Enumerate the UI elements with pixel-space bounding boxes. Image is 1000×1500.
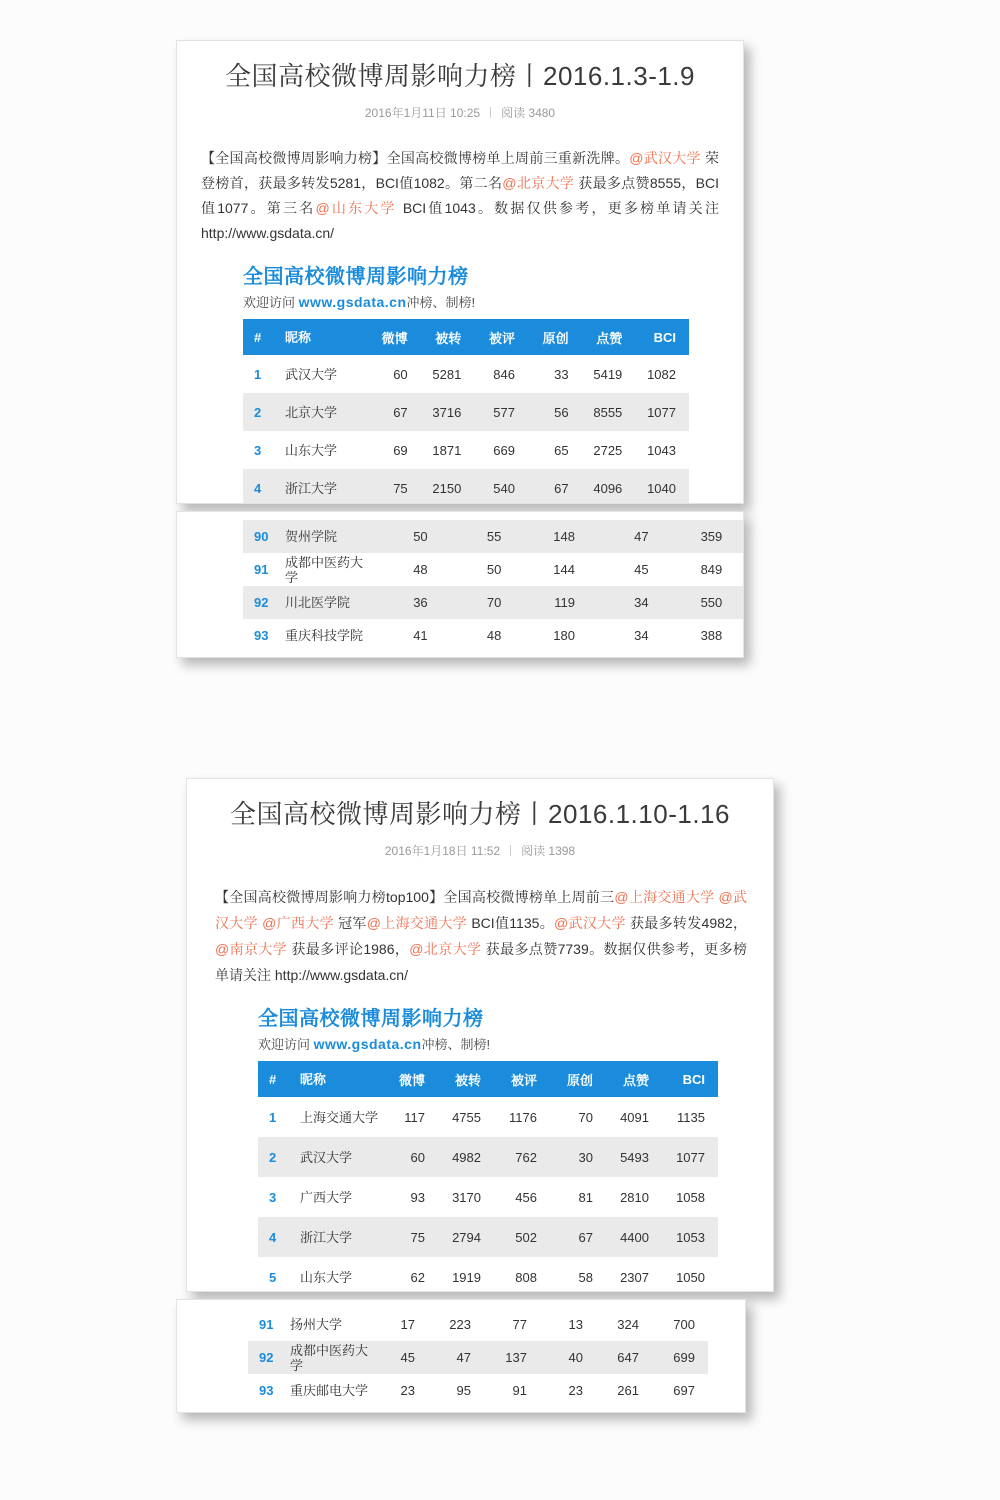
article-summary xyxy=(201,146,719,246)
value-cell: 95 xyxy=(456,1383,471,1398)
value-cell: 34 xyxy=(634,595,649,610)
name-cell: 广西大学 xyxy=(300,1189,353,1205)
name-cell: 成都中医药大学 xyxy=(285,554,364,585)
value-cell xyxy=(735,586,744,619)
ranking-table xyxy=(258,1061,718,1292)
value-cell: 60 xyxy=(410,1149,425,1165)
value-cell: 577 xyxy=(493,404,515,420)
value-cell: 148 xyxy=(553,529,575,544)
column-header: 原创 xyxy=(550,1061,606,1097)
value-cell: 58 xyxy=(578,1269,593,1285)
value-cell: 33 xyxy=(554,366,569,382)
column-header: BCI xyxy=(635,319,689,355)
rank-cell: 91 xyxy=(254,562,269,577)
column-header: 被评 xyxy=(494,1061,550,1097)
value-cell: 77 xyxy=(512,1317,527,1332)
value-cell: 4400 xyxy=(620,1229,649,1245)
rank-cell: 2 xyxy=(269,1149,277,1165)
table-header-row xyxy=(258,1061,718,1097)
article-summary xyxy=(215,884,747,988)
value-cell xyxy=(735,520,744,553)
value-cell: 4982 xyxy=(452,1149,481,1165)
mention-link[interactable]: @广西大学 xyxy=(262,915,334,931)
value-cell: 75 xyxy=(410,1229,425,1245)
rank-cell: 93 xyxy=(254,628,269,643)
value-cell: 93 xyxy=(410,1189,425,1205)
name-cell: 上海交通大学 xyxy=(300,1109,379,1125)
rank-cell: 3 xyxy=(254,442,262,458)
gsdata-link[interactable]: www.gsdata.cn xyxy=(313,1036,422,1052)
rank-cell: 90 xyxy=(254,529,269,544)
rank-cell: 4 xyxy=(254,480,262,496)
value-cell: 36 xyxy=(413,595,428,610)
column-header: # xyxy=(243,319,279,355)
value-cell: 62 xyxy=(410,1269,425,1285)
welcome-prefix: 欢迎访问 xyxy=(243,295,299,310)
column-header: 昵称 xyxy=(279,319,367,355)
value-cell: 23 xyxy=(568,1383,583,1398)
board-heading: 全国高校微博周影响力榜 xyxy=(243,266,469,288)
value-cell: 808 xyxy=(515,1269,537,1285)
column-header: 被转 xyxy=(438,1061,494,1097)
value-cell: 359 xyxy=(700,529,723,544)
rank-cell: 91 xyxy=(259,1317,274,1332)
value-cell: 697 xyxy=(673,1383,695,1398)
value-cell: 65 xyxy=(554,442,569,458)
value-cell: 56 xyxy=(554,404,569,420)
column-header: 昵称 xyxy=(294,1061,382,1097)
value-cell: 70 xyxy=(486,595,502,610)
column-header: BCI xyxy=(662,1061,718,1097)
article-title: 全国高校微博周影响力榜丨2016.1.3-1.9 xyxy=(224,61,695,91)
table-row xyxy=(243,586,744,619)
value-cell: 137 xyxy=(505,1350,527,1365)
value-cell: 1077 xyxy=(676,1149,705,1165)
welcome-prefix: 欢迎访问 xyxy=(258,1037,314,1052)
welcome-suffix: 冲榜、制榜! xyxy=(421,1037,491,1052)
mention-link[interactable]: @山东大学 xyxy=(315,200,397,216)
value-cell: 60 xyxy=(393,366,408,382)
value-cell: 3170 xyxy=(452,1189,481,1205)
column-header: 点赞 xyxy=(582,319,636,355)
value-cell: 48 xyxy=(486,628,502,643)
value-cell: 1053 xyxy=(676,1229,705,1245)
column-header: # xyxy=(258,1061,294,1097)
value-cell: 502 xyxy=(515,1229,537,1245)
value-cell: 2150 xyxy=(432,480,462,496)
value-cell: 180 xyxy=(553,628,575,643)
paragraph-text: 获最多评论1986， xyxy=(287,941,410,957)
column-header: 被评 xyxy=(474,319,528,355)
name-cell: 山东大学 xyxy=(285,442,338,458)
value-cell: 1135 xyxy=(677,1109,705,1125)
board-welcome-line xyxy=(258,1034,718,1053)
table-row xyxy=(258,1177,718,1217)
column-header: 原创 xyxy=(528,319,582,355)
meta-divider xyxy=(490,107,491,118)
rank-cell: 1 xyxy=(254,366,262,382)
table-header-row xyxy=(243,319,689,355)
value-cell xyxy=(735,553,744,586)
table-row xyxy=(243,553,744,586)
value-cell: 5493 xyxy=(620,1149,649,1165)
value-cell: 261 xyxy=(617,1383,639,1398)
rank-cell: 92 xyxy=(254,595,269,610)
publish-date: 2016年1月18日 11:52 xyxy=(384,844,501,858)
table-row xyxy=(243,619,744,652)
value-cell xyxy=(735,619,744,652)
value-cell: 47 xyxy=(456,1350,471,1365)
name-cell: 北京大学 xyxy=(285,404,338,420)
mention-link[interactable]: @北京大学 xyxy=(409,941,482,957)
value-cell: 8555 xyxy=(593,404,623,420)
paragraph-text: 冠军 xyxy=(333,915,367,931)
mention-link[interactable]: @北京大学 xyxy=(502,175,575,191)
table-row xyxy=(248,1341,708,1374)
table-fragment-card-week2 xyxy=(176,1299,746,1413)
value-cell: 550 xyxy=(700,595,723,610)
article-card-week2 xyxy=(186,778,774,1292)
value-cell: 1871 xyxy=(432,442,462,458)
value-cell: 81 xyxy=(578,1189,593,1205)
rank-cell: 92 xyxy=(259,1350,274,1365)
name-cell: 贺州学院 xyxy=(285,529,338,544)
value-cell: 1050 xyxy=(676,1269,705,1285)
paragraph-text: 获最多转发4982， xyxy=(625,915,747,931)
column-header: 被转 xyxy=(421,319,475,355)
value-cell: 540 xyxy=(493,480,515,496)
paragraph-text: 获最多点赞7739。数据仅供参考，更多榜单请关注 http://www.gsdata.cn/ xyxy=(215,941,747,983)
rank-cell: 3 xyxy=(269,1189,277,1205)
rank-cell: 5 xyxy=(269,1269,277,1285)
value-cell: 5281 xyxy=(432,366,462,382)
ranking-board xyxy=(243,260,689,504)
value-cell: 2307 xyxy=(620,1269,649,1285)
paragraph-text: BCI值1135。 xyxy=(467,915,555,931)
value-cell: 669 xyxy=(493,442,515,458)
value-cell: 91 xyxy=(512,1383,527,1398)
value-cell: 67 xyxy=(554,480,569,496)
value-cell: 17 xyxy=(400,1317,415,1332)
name-cell: 武汉大学 xyxy=(300,1149,353,1165)
value-cell: 50 xyxy=(486,562,502,577)
value-cell: 2810 xyxy=(620,1189,649,1205)
value-cell: 1919 xyxy=(452,1269,481,1285)
mention-link[interactable]: @武汉大学 xyxy=(215,889,747,931)
value-cell: 762 xyxy=(515,1149,537,1165)
column-header: 微博 xyxy=(382,1061,438,1097)
value-cell: 55 xyxy=(486,529,502,544)
publish-date: 2016年1月11日 10:25 xyxy=(364,106,481,120)
mention-link[interactable]: @上海交通大学 xyxy=(366,915,468,931)
value-cell: 456 xyxy=(515,1189,537,1205)
value-cell: 67 xyxy=(578,1229,593,1245)
value-cell: 1058 xyxy=(676,1189,705,1205)
paragraph-text: 【全国高校微博周影响力榜】全国高校微博榜单上周前三重新洗牌。 xyxy=(201,150,630,166)
value-cell: 47 xyxy=(634,529,649,544)
value-cell: 75 xyxy=(393,480,408,496)
ranking-board xyxy=(258,1002,718,1292)
rank-cell: 4 xyxy=(269,1229,277,1245)
table-row xyxy=(258,1217,718,1257)
name-cell: 武汉大学 xyxy=(285,366,338,382)
column-header: 点赞 xyxy=(606,1061,662,1097)
value-cell: 700 xyxy=(673,1317,695,1332)
name-cell: 重庆科技学院 xyxy=(285,628,364,643)
gsdata-link[interactable]: www.gsdata.cn xyxy=(298,294,407,310)
name-cell: 川北医学院 xyxy=(285,595,351,610)
value-cell: 223 xyxy=(449,1317,471,1332)
table-row xyxy=(248,1308,708,1341)
table-fragment-card-week1 xyxy=(176,511,744,658)
table-row xyxy=(258,1257,718,1292)
value-cell: 41 xyxy=(413,628,428,643)
ranking-table xyxy=(243,319,689,504)
value-cell: 45 xyxy=(634,562,649,577)
read-count: 阅读 3480 xyxy=(501,106,556,120)
value-cell: 2725 xyxy=(593,442,623,458)
rank-cell: 1 xyxy=(269,1109,277,1125)
table-row xyxy=(243,355,689,393)
value-cell: 1176 xyxy=(509,1109,537,1125)
value-cell: 846 xyxy=(493,366,515,382)
meta-divider xyxy=(510,845,511,856)
ranking-table-tail xyxy=(243,520,744,652)
value-cell: 1082 xyxy=(647,366,676,382)
column-header: 微博 xyxy=(367,319,421,355)
table-row xyxy=(243,469,689,504)
value-cell: 5419 xyxy=(593,366,623,382)
ranking-table-tail xyxy=(248,1308,708,1407)
name-cell: 浙江大学 xyxy=(285,480,338,496)
value-cell: 40 xyxy=(568,1350,583,1365)
value-cell: 1043 xyxy=(647,442,676,458)
value-cell: 4755 xyxy=(452,1109,481,1125)
value-cell: 67 xyxy=(393,404,408,420)
article-meta xyxy=(177,104,743,121)
name-cell: 山东大学 xyxy=(300,1269,353,1285)
board-heading: 全国高校微博周影响力榜 xyxy=(258,1008,484,1030)
value-cell: 2794 xyxy=(452,1229,481,1245)
welcome-suffix: 冲榜、制榜! xyxy=(406,295,476,310)
value-cell: 144 xyxy=(553,562,575,577)
name-cell: 浙江大学 xyxy=(300,1229,353,1245)
article-meta xyxy=(187,842,773,859)
table-row xyxy=(243,520,744,553)
rank-cell: 2 xyxy=(254,404,262,420)
board-welcome-line xyxy=(243,292,689,311)
value-cell: 849 xyxy=(700,562,723,577)
name-cell: 成都中医药大学 xyxy=(290,1342,369,1373)
value-cell: 119 xyxy=(554,595,575,610)
name-cell: 重庆邮电大学 xyxy=(290,1383,369,1398)
value-cell: 699 xyxy=(673,1350,695,1365)
value-cell: 324 xyxy=(617,1317,639,1332)
value-cell: 34 xyxy=(634,628,649,643)
value-cell: 30 xyxy=(578,1149,593,1165)
value-cell: 69 xyxy=(393,442,408,458)
value-cell: 3716 xyxy=(432,404,462,420)
value-cell: 4096 xyxy=(593,480,623,496)
table-row xyxy=(258,1137,718,1177)
value-cell: 388 xyxy=(700,628,723,643)
value-cell: 45 xyxy=(400,1350,415,1365)
mention-link[interactable]: @武汉大学 xyxy=(554,915,626,931)
mention-link[interactable]: @武汉大学 xyxy=(629,150,701,166)
paragraph-text: BCI值1043。数据仅供参考，更多榜单请关注 http://www.gsdata.cn/ xyxy=(201,200,719,241)
paragraph-text: 荣登榜首，获最多转发5281，BCI值1082。第二名 xyxy=(201,150,720,191)
table-row xyxy=(258,1097,718,1137)
value-cell: 117 xyxy=(404,1109,425,1125)
value-cell: 1040 xyxy=(647,480,676,496)
rank-cell: 93 xyxy=(259,1383,274,1398)
table-row xyxy=(243,431,689,469)
value-cell: 4091 xyxy=(620,1109,649,1125)
name-cell: 扬州大学 xyxy=(290,1317,343,1332)
paragraph-text: 【全国高校微博周影响力榜top100】全国高校微博榜单上周前三 xyxy=(215,889,615,905)
mention-link[interactable]: @南京大学 xyxy=(215,941,288,957)
table-row xyxy=(248,1374,708,1407)
value-cell: 50 xyxy=(413,529,428,544)
mention-link[interactable]: @上海交通大学 xyxy=(614,889,715,905)
article-title: 全国高校微博周影响力榜丨2016.1.10-1.16 xyxy=(230,799,730,829)
value-cell: 48 xyxy=(413,562,428,577)
article-card-week1 xyxy=(176,40,744,504)
read-count: 阅读 1398 xyxy=(521,844,576,858)
value-cell: 23 xyxy=(400,1383,415,1398)
value-cell: 1077 xyxy=(647,404,676,420)
paragraph-text: 获最多点赞8555，BCI值1077。第三名 xyxy=(201,175,719,216)
value-cell: 13 xyxy=(568,1317,583,1332)
value-cell: 70 xyxy=(578,1109,593,1125)
value-cell: 647 xyxy=(617,1350,639,1365)
table-row xyxy=(243,393,689,431)
